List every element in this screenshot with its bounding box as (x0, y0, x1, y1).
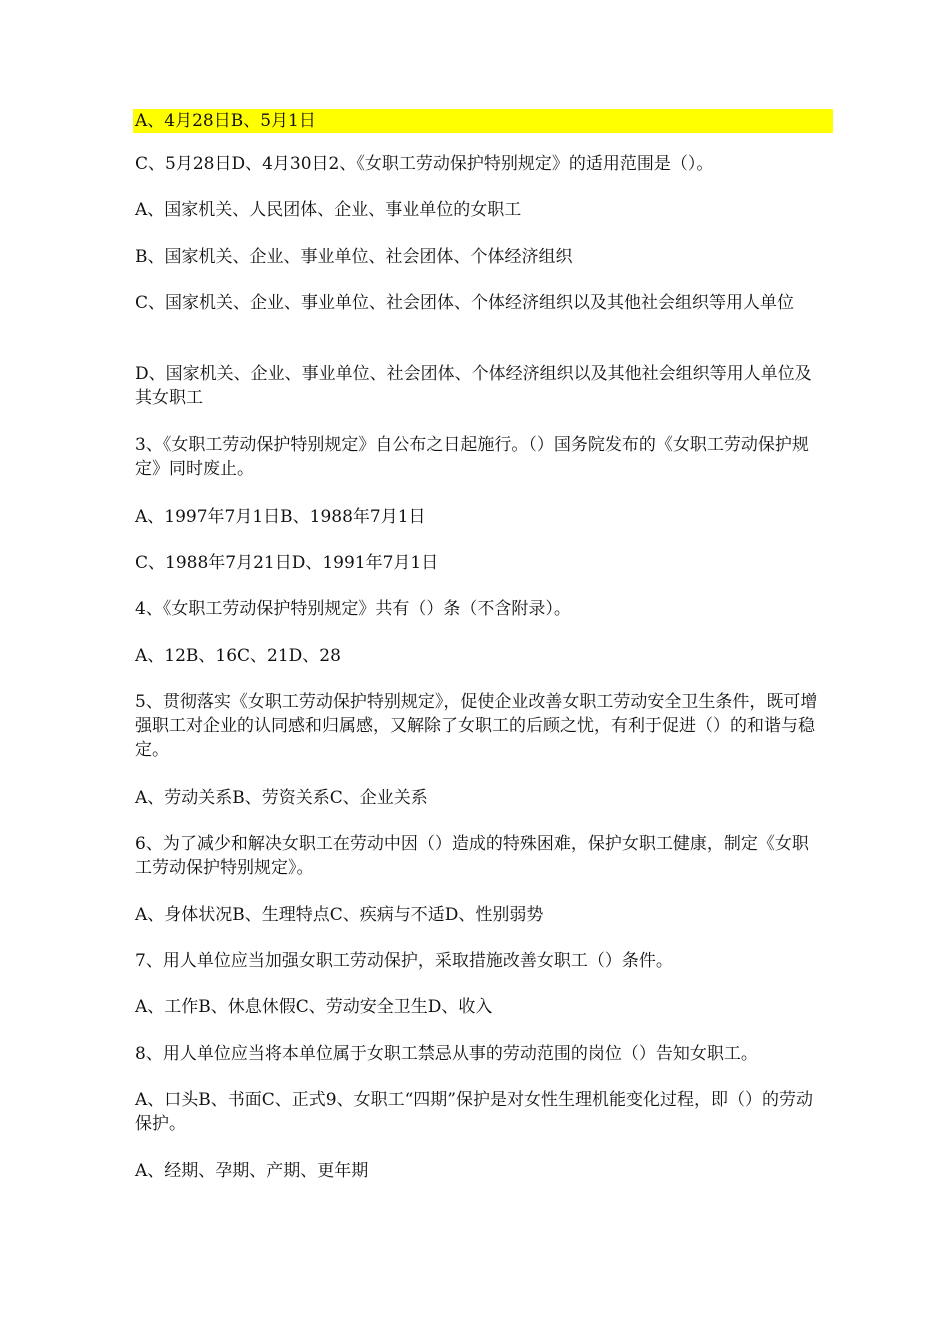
option-line: A、1997年7月1日B、1988年7月1日 (135, 507, 426, 527)
option-line: A、经期、孕期、产期、更年期 (135, 1161, 369, 1181)
question-6-line: 6、为了减少和解决女职工在劳动中因（）造成的特殊困难，保护女职工健康，制定《女职工劳动保护特别规定》。 (135, 834, 809, 878)
option-line: A、国家机关、人民团体、企业、事业单位的女职工 (135, 200, 522, 220)
option-line: C、国家机关、企业、事业单位、社会团体、个体经济组织以及其他社会组织等用人单位 (135, 293, 795, 313)
question-7-line: 7、用人单位应当加强女职工劳动保护，采取措施改善女职工（）条件。 (135, 951, 673, 971)
question-8-line: 8、用人单位应当将本单位属于女职工禁忌从事的劳动范围的岗位（）告知女职工。 (135, 1044, 758, 1064)
option-line: A、工作B、休息休假C、劳动安全卫生D、收入 (135, 997, 493, 1017)
option-line: A、身体状况B、生理特点C、疾病与不适D、性别弱势 (135, 905, 544, 925)
option-line: A、12B、16C、21D、28 (135, 646, 341, 666)
option-line: C、1988年7月21日D、1991年7月1日 (135, 553, 439, 573)
question-9-line: A、口头B、书面C、正式9、女职工“四期”保护是对女性生理机能变化过程，即（）的劳动保护。 (135, 1090, 813, 1134)
question-3-line: 3、《女职工劳动保护特别规定》自公布之日起施行。（）国务院发布的《女职工劳动保护规定》同时废止。 (135, 435, 809, 479)
option-line: B、国家机关、企业、事业单位、社会团体、个体经济组织 (135, 247, 573, 267)
highlighted-answer-line: A、4月28日B、5月1日 (133, 109, 833, 133)
question-2-line: C、5月28日D、4月30日2、《女职工劳动保护特别规定》的适用范围是（）。 (135, 154, 714, 174)
question-5-line: 5、贯彻落实《女职工劳动保护特别规定》，促使企业改善女职工劳动安全卫生条件，既可增强职工对企业的认同感和归属感，又解除了女职工的后顾之忧，有利于促进（）的和谐与稳定。 (135, 692, 818, 760)
question-4-line: 4、《女职工劳动保护特别规定》共有（）条（不含附录）。 (135, 599, 571, 619)
option-line: A、劳动关系B、劳资关系C、企业关系 (135, 788, 428, 808)
option-line: D、国家机关、企业、事业单位、社会团体、个体经济组织以及其他社会组织等用人单位及其女职工 (135, 364, 812, 408)
